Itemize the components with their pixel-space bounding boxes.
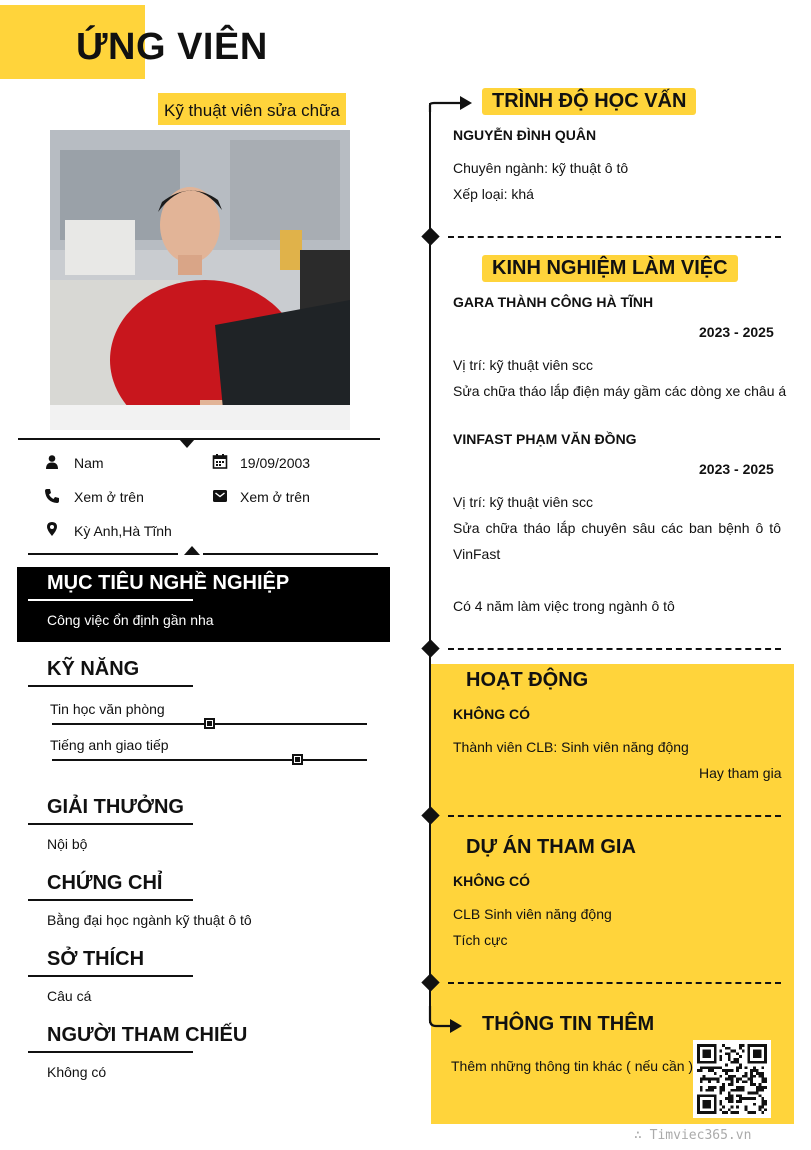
- references-title-rule: [28, 1051, 193, 1053]
- phone-icon: [44, 488, 60, 504]
- job-company: GARA THÀNH CÔNG HÀ TĨNH: [453, 294, 654, 310]
- skill-bar-knob: [204, 718, 215, 729]
- timeline-node: [421, 639, 439, 657]
- job-title: Kỹ thuật viên sửa chữa: [158, 93, 346, 125]
- footer-brand: ∴ Timviec365.vn: [634, 1128, 752, 1143]
- hobbies-text: Câu cá: [47, 988, 92, 1004]
- education-name: NGUYỄN ĐÌNH QUÂN: [453, 127, 597, 143]
- references-text: Không có: [47, 1064, 107, 1080]
- user-icon: [44, 454, 60, 470]
- info-top-marker: [179, 439, 195, 448]
- skills-title: KỸ NĂNG: [47, 658, 140, 680]
- map-pin-icon: [44, 521, 60, 537]
- certificates-title-rule: [28, 899, 193, 901]
- awards-title: GIẢI THƯỞNG: [47, 796, 184, 818]
- job-description: Sửa chữa tháo lắp chuyên sâu các ban bệnh ô tô: [453, 520, 781, 536]
- section-divider: [448, 982, 781, 984]
- education-title: TRÌNH ĐỘ HỌC VẤN: [482, 88, 696, 115]
- awards-text: Nội bộ: [47, 836, 88, 852]
- section-divider: [448, 648, 781, 650]
- job-period: 2023 - 2025: [699, 461, 774, 477]
- awards-title-rule: [28, 823, 193, 825]
- skill-bar: [52, 759, 367, 761]
- experience-title: KINH NGHIỆM LÀM VIỆC: [482, 255, 738, 282]
- page-title: ỨNG VIÊN: [76, 26, 268, 68]
- info-bottom-rule-right: [203, 553, 378, 555]
- projects-name: CLB Sinh viên năng động: [453, 906, 612, 922]
- projects-org: KHÔNG CÓ: [453, 873, 530, 889]
- skill-name: Tiếng anh giao tiếp: [50, 737, 169, 753]
- education-major: Chuyên ngành: kỹ thuật ô tô: [453, 160, 629, 176]
- info-phone: Xem ở trên: [74, 489, 144, 505]
- additional-text: Thêm những thông tin khác ( nếu cần ): [451, 1058, 694, 1074]
- calendar-icon: [212, 453, 228, 469]
- objective-title-rule: [28, 599, 193, 601]
- timeline-end-arrow-icon: [428, 1006, 464, 1036]
- skills-title-rule: [28, 685, 193, 687]
- info-email: Xem ở trên: [240, 489, 310, 505]
- activities-note: Hay tham gia: [699, 765, 782, 781]
- job-description: Sửa chữa tháo lắp điện máy gầm các dòng xe châu á: [453, 383, 787, 399]
- references-title: NGƯỜI THAM CHIẾU: [47, 1024, 248, 1046]
- job-position: Vị trí: kỹ thuật viên scc: [453, 494, 594, 510]
- activities-title: HOẠT ĐỘNG: [466, 669, 589, 691]
- projects-title: DỰ ÁN THAM GIA: [466, 836, 636, 858]
- job-position: Vị trí: kỹ thuật viên scc: [453, 357, 594, 373]
- skill-name: Tin học văn phòng: [50, 701, 165, 717]
- education-grade: Xếp loại: khá: [453, 186, 534, 202]
- info-gender: Nam: [74, 455, 104, 471]
- activities-org: KHÔNG CÓ: [453, 706, 530, 722]
- info-top-rule: [18, 438, 380, 440]
- additional-title: THÔNG TIN THÊM: [482, 1013, 655, 1035]
- section-divider: [448, 236, 781, 238]
- qr-code-pattern: [697, 1044, 767, 1114]
- job-period: 2023 - 2025: [699, 324, 774, 340]
- certificates-text: Bằng đại học ngành kỹ thuật ô tô: [47, 912, 252, 928]
- qr-code-icon: [693, 1040, 771, 1118]
- skill-bar-knob: [292, 754, 303, 765]
- experience-summary: Có 4 năm làm việc trong ngành ô tô: [453, 598, 675, 614]
- certificates-title: CHỨNG CHỈ: [47, 872, 163, 894]
- hobbies-title-rule: [28, 975, 193, 977]
- section-divider: [448, 815, 781, 817]
- projects-note: Tích cực: [453, 932, 508, 948]
- activities-role: Thành viên CLB: Sinh viên năng động: [453, 739, 689, 755]
- info-bottom-rule-left: [28, 553, 178, 555]
- info-address: Kỳ Anh,Hà Tĩnh: [74, 523, 172, 539]
- info-birthday: 19/09/2003: [240, 455, 311, 471]
- objective-text: Công việc ổn định gần nha: [47, 612, 214, 628]
- hobbies-title: SỞ THÍCH: [47, 948, 145, 970]
- timeline-node: [421, 227, 439, 245]
- objective-title: MỤC TIÊU NGHỀ NGHIỆP: [47, 572, 290, 594]
- candidate-photo-illustration: [50, 130, 350, 430]
- email-icon: [212, 488, 228, 504]
- job-company: VINFAST PHẠM VĂN ĐỒNG: [453, 431, 637, 447]
- candidate-photo: [50, 130, 350, 430]
- info-bottom-marker: [184, 546, 200, 555]
- timeline-start-arrow-icon: [428, 93, 474, 113]
- job-description-cont: VinFast: [453, 546, 501, 562]
